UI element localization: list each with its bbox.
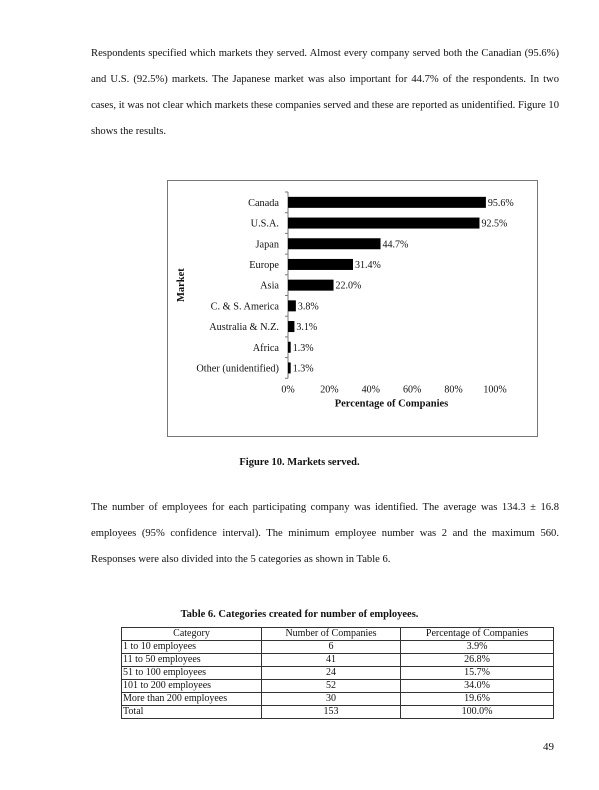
cell-number: 24 xyxy=(262,667,401,680)
category-label: Canada xyxy=(248,197,279,209)
table-row xyxy=(122,641,554,654)
cell-category: 1 to 10 employees xyxy=(122,641,262,654)
table-caption: Table 6. Categories created for number of employees. xyxy=(180,609,419,620)
cell-percentage: 19.6% xyxy=(401,693,554,706)
data-label: 1.3% xyxy=(292,363,314,375)
cell-number: 30 xyxy=(262,693,401,706)
x-tick-label: 0% xyxy=(281,384,295,396)
cell-percentage: 100.0% xyxy=(401,706,554,719)
employees-paragraph: The number of employees for each participating company was identified. The average was 134.3 ± 16.8 employees (95% confidence interval). The minimum employee number was 2 and the maximum 560. Responses were also divided into the 5 categories as shown in Table 6. xyxy=(91,502,559,565)
category-label: U.S.A. xyxy=(250,218,279,230)
data-label: 95.6% xyxy=(487,197,514,209)
category-label: C. & S. America xyxy=(210,301,279,313)
table-row xyxy=(122,667,554,680)
table-row xyxy=(122,680,554,693)
bar xyxy=(288,300,296,311)
cell-category: 51 to 100 employees xyxy=(122,667,262,680)
cell-number: 52 xyxy=(262,680,401,693)
y-axis-title: Market xyxy=(176,268,187,303)
bar xyxy=(288,197,486,208)
cell-percentage: 15.7% xyxy=(401,667,554,680)
category-label: Australia & N.Z. xyxy=(209,322,279,334)
table-row xyxy=(122,693,554,706)
category-label: Japan xyxy=(255,239,279,251)
category-label: Asia xyxy=(260,280,279,292)
data-label: 1.3% xyxy=(292,342,314,354)
data-label: 22.0% xyxy=(335,280,362,292)
cell-percentage: 26.8% xyxy=(401,654,554,667)
table-header-row xyxy=(122,628,554,641)
employee-categories-table xyxy=(121,627,554,719)
table-total-row xyxy=(122,706,554,719)
x-tick-label: 20% xyxy=(320,384,339,396)
bar xyxy=(288,238,381,249)
markets-chart xyxy=(167,180,538,437)
data-label: 31.4% xyxy=(354,259,381,271)
bar xyxy=(288,259,353,270)
category-label: Africa xyxy=(252,342,279,354)
x-tick-label: 100% xyxy=(483,384,507,396)
x-axis-title: Percentage of Companies xyxy=(334,398,449,410)
x-tick-label: 80% xyxy=(444,384,463,396)
markets-bar-chart-svg xyxy=(168,181,539,438)
data-label: 44.7% xyxy=(382,239,409,251)
header-category: Category xyxy=(122,628,262,641)
x-tick-label: 60% xyxy=(403,384,422,396)
bar xyxy=(288,362,291,373)
header-number: Number of Companies xyxy=(262,628,401,641)
cell-category: 101 to 200 employees xyxy=(122,680,262,693)
cell-number: 153 xyxy=(262,706,401,719)
category-label: Other (unidentified) xyxy=(196,363,279,375)
bar xyxy=(288,342,291,353)
category-label: Europe xyxy=(249,259,279,271)
bar xyxy=(288,218,479,229)
intro-paragraph: Respondents specified which markets they served. Almost every company served both the Canadian (95.6%) and U.S. (92.5%) markets. The Japanese market was also important for 44.7% of the respondents. In two cases, it was not clear which markets these companies served and these are reported as unidentified. Figure 10 shows the results. xyxy=(91,48,559,137)
figure-caption: Figure 10. Markets served. xyxy=(239,457,360,468)
bar xyxy=(288,280,334,291)
x-tick-label: 40% xyxy=(361,384,380,396)
cell-category: More than 200 employees xyxy=(122,693,262,706)
page-number: 49 xyxy=(543,741,554,753)
data-label: 3.8% xyxy=(297,301,319,313)
table-row xyxy=(122,654,554,667)
cell-category: 11 to 50 employees xyxy=(122,654,262,667)
cell-number: 41 xyxy=(262,654,401,667)
cell-percentage: 34.0% xyxy=(401,680,554,693)
cell-percentage: 3.9% xyxy=(401,641,554,654)
data-label: 3.1% xyxy=(296,322,318,334)
cell-number: 6 xyxy=(262,641,401,654)
bar xyxy=(288,321,294,332)
data-label: 92.5% xyxy=(481,218,508,230)
cell-category: Total xyxy=(122,706,262,719)
header-percentage: Percentage of Companies xyxy=(401,628,554,641)
